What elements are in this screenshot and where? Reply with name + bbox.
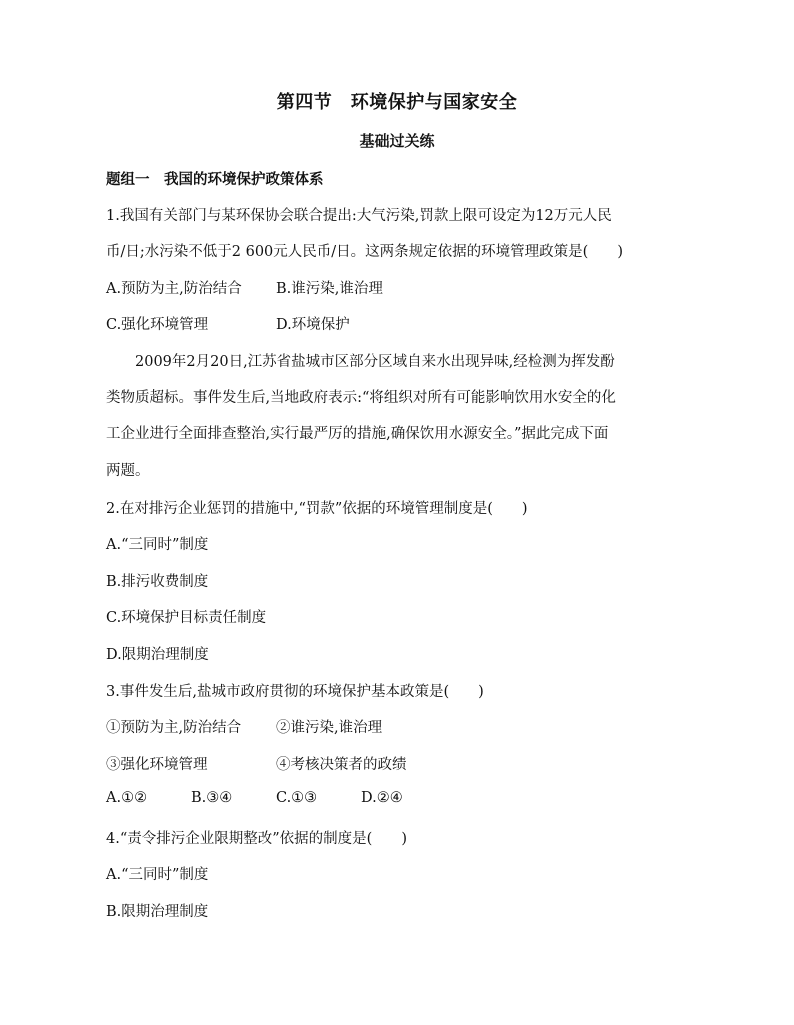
- q3-options-row: [106, 790, 706, 806]
- q3-items-row2: [106, 753, 706, 774]
- q3-stem: 3.事件发生后,盐城市政府贯彻的环境保护基本政策是( ): [106, 684, 484, 700]
- q3-item-4: ④考核决策者的政绩: [276, 757, 407, 773]
- passage-line1: 2009年2月20日,江苏省盐城市区部分区域自来水出现异味,经检测为挥发酚: [106, 354, 615, 370]
- q1-stem-line2: 币/日;水污染不低于2 600元人民币/日。这两条规定依据的环境管理政策是( ): [106, 244, 623, 260]
- q2-stem: 2.在对排污企业惩罚的措施中,“罚款”依据的环境管理制度是( ): [106, 501, 528, 517]
- q3-item-1: ①预防为主,防治结合: [106, 720, 242, 736]
- q3-item-3: ③强化环境管理: [106, 757, 208, 773]
- passage-line3: 工企业进行全面排查整治,实行最严厉的措施,确保饮用水源安全。”据此完成下面: [106, 426, 609, 442]
- section-subtitle: 基础过关练: [359, 132, 435, 150]
- q3-items-row1: [106, 716, 706, 737]
- q1-option-c: C.强化环境管理: [106, 317, 209, 333]
- q2-option-b: B.排污收费制度: [106, 574, 209, 590]
- q1-options-row1: [106, 277, 706, 298]
- q4-option-b: B.限期治理制度: [106, 904, 209, 920]
- q4-option-a: A.“三同时”制度: [106, 867, 209, 883]
- q3-option-b: B.③④: [191, 790, 233, 806]
- q1-options-row2: [106, 313, 706, 334]
- question-group-heading: 题组一 我国的环境保护政策体系: [106, 172, 324, 188]
- q2-option-d: D.限期治理制度: [106, 647, 209, 663]
- q3-option-a: A.①②: [106, 790, 148, 806]
- q1-option-b: B.谁污染,谁治理: [276, 281, 383, 297]
- q2-option-a: A.“三同时”制度: [106, 537, 209, 553]
- q1-option-a: A.预防为主,防治结合: [106, 281, 242, 297]
- q1-stem-line1: 1.我国有关部门与某环保协会联合提出:大气污染,罚款上限可设定为12万元人民: [106, 208, 612, 224]
- q3-item-2: ②谁污染,谁治理: [276, 720, 383, 736]
- q4-stem: 4.“责令排污企业限期整改”依据的制度是( ): [106, 831, 407, 847]
- q3-option-c: C.①③: [276, 790, 318, 806]
- q1-option-d: D.环境保护: [276, 317, 350, 333]
- q3-option-d: D.②④: [361, 790, 403, 806]
- section-title: 第四节 环境保护与国家安全: [276, 92, 518, 113]
- passage-line2: 类物质超标。事件发生后,当地政府表示:“将组织对所有可能影响饮用水安全的化: [106, 390, 616, 406]
- passage-line4: 两题。: [106, 463, 150, 479]
- q2-option-c: C.环境保护目标责任制度: [106, 610, 267, 626]
